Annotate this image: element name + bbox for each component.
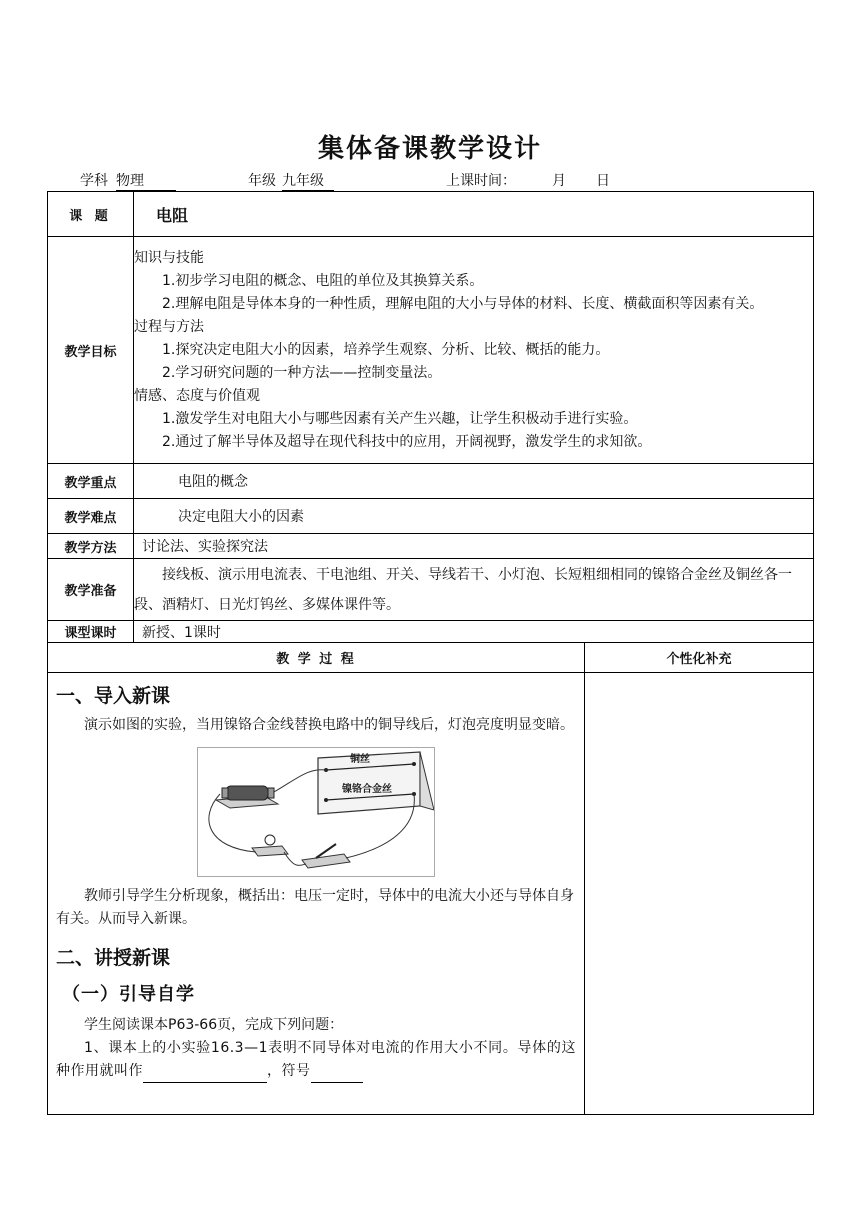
grade-label: 年级	[248, 173, 276, 189]
process-header: 教 学 过 程	[48, 643, 585, 673]
side-notes-cell	[585, 673, 814, 1115]
subsection-self-study-heading: （一）引导自学	[62, 984, 195, 1005]
goals-p2: 2.学习研究问题的一种方法——控制变量法。	[162, 364, 442, 381]
prep-value: 接线板、演示用电流表、干电池组、开关、导线若干、小灯泡、长短粗细相同的镍铬合金丝及铜丝各一段、酒精灯、日光灯钨丝、多媒体课件等。	[134, 559, 814, 621]
topic-value: 电阻	[134, 192, 814, 237]
type-value: 新授、1课时	[134, 621, 814, 643]
subject-value: 物理	[116, 170, 176, 191]
header-meta	[80, 170, 780, 192]
side-header: 个性化补充	[585, 643, 814, 673]
goals-process-heading: 过程与方法	[134, 318, 204, 335]
circuit-figure	[197, 747, 435, 877]
goals-e1: 1.激发学生对电阻大小与哪些因素有关产生兴趣，让学生积极动手进行实验。	[162, 410, 638, 427]
goals-knowledge-heading: 知识与技能	[134, 249, 204, 266]
goals-p1: 1.探究决定电阻大小的因素，培养学生观察、分析、比较、概括的能力。	[162, 341, 610, 358]
nichrome-wire-label: 镍铬合金丝	[342, 784, 392, 795]
answer-blank-symbol[interactable]	[311, 1068, 363, 1083]
page-title: 集体备课教学设计	[317, 134, 542, 164]
difficulty-value: 决定电阻大小的因素	[134, 499, 814, 534]
goals-cell	[134, 237, 814, 464]
intro-paragraph: 演示如图的实验，当用镍铬合金线替换电路中的铜导线后，灯泡亮度明显变暗。	[84, 717, 574, 733]
goals-e2: 2.通过了解半导体及超导在现代科技中的应用，开阔视野，激发学生的求知欲。	[162, 433, 652, 450]
month-label: 月	[552, 173, 566, 189]
prep-label: 教学准备	[48, 559, 134, 621]
method-label: 教学方法	[48, 534, 134, 559]
day-label: 日	[596, 173, 610, 189]
lesson-table	[47, 191, 814, 1115]
topic-label: 课 题	[48, 192, 134, 237]
method-value: 讨论法、实验探究法	[134, 534, 814, 559]
intro-conclusion: 教师引导学生分析现象，概括出：电压一定时，导体中的电流大小还与导体自身有关。从而导入新课。	[56, 888, 574, 927]
process-content	[48, 673, 585, 1115]
key-value: 电阻的概念	[134, 464, 814, 499]
goals-label: 教学目标	[48, 237, 134, 464]
copper-wire-label: 铜丝	[350, 754, 370, 765]
grade-value: 九年级	[282, 170, 334, 191]
self-study-instruction: 学生阅读课本P63-66页，完成下列问题：	[84, 1017, 344, 1033]
difficulty-label: 教学难点	[48, 499, 134, 534]
answer-blank-name[interactable]	[143, 1068, 267, 1083]
circuit-diagram	[198, 748, 434, 876]
goals-k2: 2.理解电阻是导体本身的一种性质，理解电阻的大小与导体的材料、长度、横截面积等因素有关。	[162, 295, 764, 312]
section-new-lesson-heading: 二、讲授新课	[56, 947, 171, 969]
question-1-text: 1、课本上的小实验16.3—1表明不同导体对电流的作用大小不同。导体的这种作用就叫作	[56, 1040, 576, 1079]
type-label: 课型课时	[48, 621, 134, 643]
goals-emotion-heading: 情感、态度与价值观	[134, 387, 260, 404]
subject-label: 学科	[80, 173, 108, 189]
time-label: 上课时间：	[446, 173, 516, 189]
key-label: 教学重点	[48, 464, 134, 499]
question-1-symbol-text: ，符号	[267, 1063, 311, 1079]
goals-k1: 1.初步学习电阻的概念、电阻的单位及其换算关系。	[162, 272, 484, 289]
section-intro-heading: 一、导入新课	[56, 685, 171, 707]
self-study-question-1	[56, 1037, 576, 1083]
